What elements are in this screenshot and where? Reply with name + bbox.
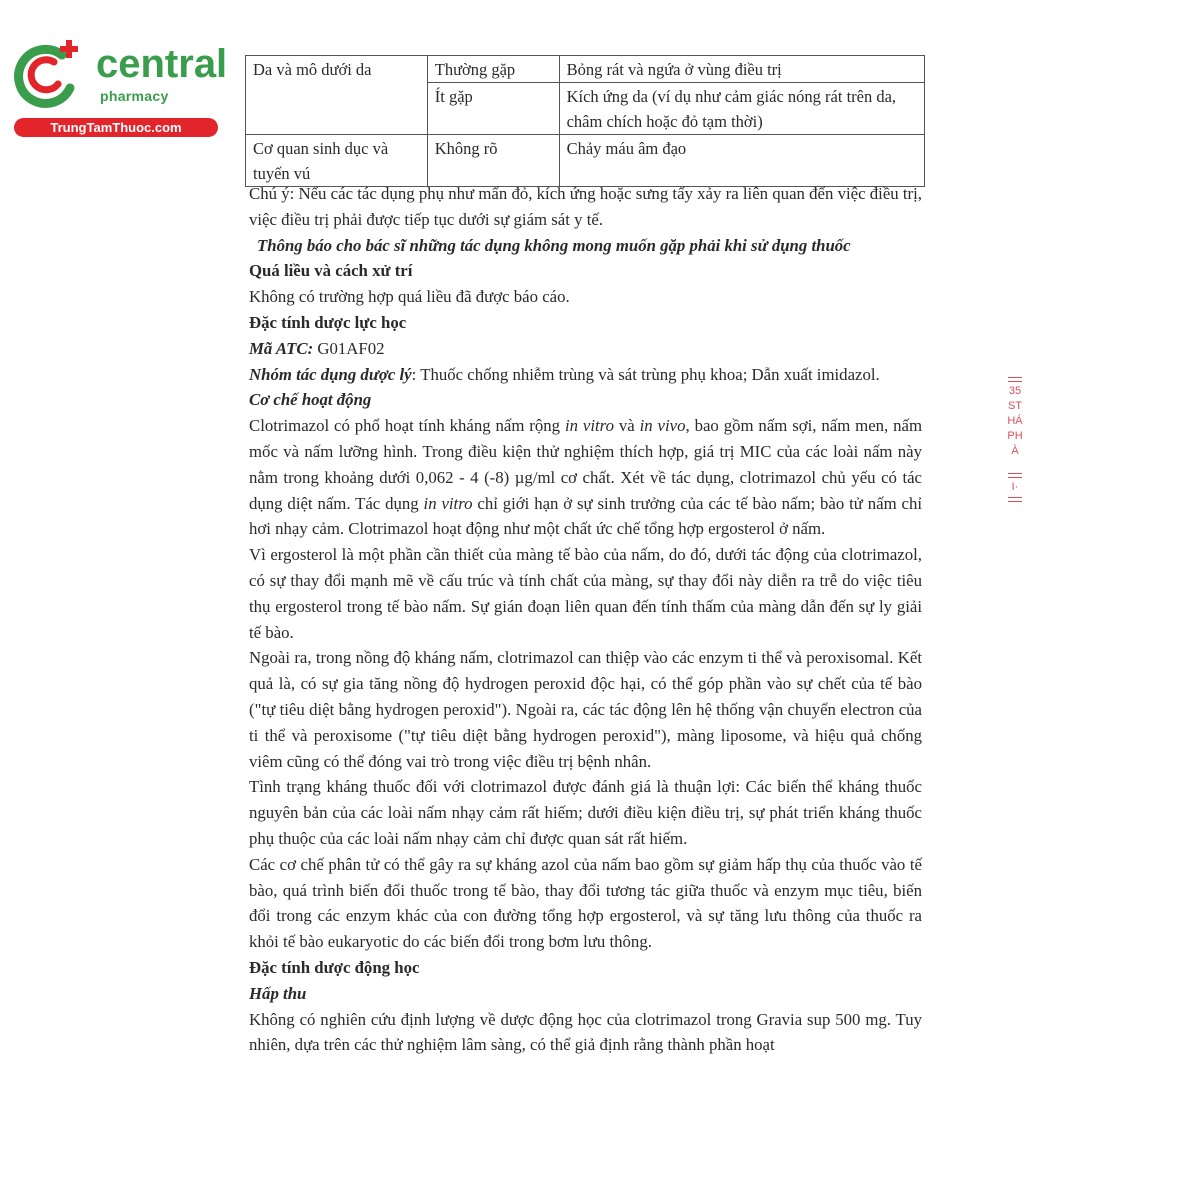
atc-value: G01AF02 bbox=[313, 338, 385, 358]
site-badge: TrungTamThuoc.com bbox=[14, 118, 218, 137]
atc-code-line bbox=[249, 336, 922, 362]
absorption-paragraph: Không có nghiên cứu định lượng về dược động học của clotrimazol trong Gravia sup 500 mg. Tuy nhiên, dựa trên các thử nghiệm lâm sàng, có thể giả định rằng thành phần hoạt bbox=[249, 1009, 922, 1055]
effect-cell: Kích ứng da (ví dụ như cảm giác nóng rát trên da, châm chích hoặc đỏ tạm thời) bbox=[559, 83, 924, 135]
effect-cell: Chảy máu âm đạo bbox=[559, 135, 924, 187]
absorption-heading: Hấp thu bbox=[249, 983, 307, 1003]
text-run-italic: in vitro bbox=[423, 493, 473, 513]
stamp-text: À bbox=[1011, 445, 1019, 457]
adverse-effects-table bbox=[245, 55, 925, 187]
pharmacokinetics-heading: Đặc tính dược động học bbox=[249, 957, 420, 977]
stamp-rule bbox=[1008, 377, 1022, 382]
stamp-text: 35 bbox=[1008, 385, 1022, 397]
stamp-rule bbox=[1008, 497, 1022, 502]
mechanism-paragraph-2: Vì ergosterol là một phần cần thiết của màng tế bào của nấm, do đó, dưới tác động của clotrimazol, có sự thay đổi mạnh mẽ về cấu trúc và tính chất của màng, sự thay đổi này diễn ra trễ do việc tiêu thụ ergosterol trong tế bào nấm. Sự gián đoạn liên quan đến tính thấm của màng dẫn đến sự ly giải tế bào. bbox=[249, 545, 922, 642]
text-run: , bao gồm nấm sợi, nấm men, nấm mốc và nấm lưỡng hình. Trong điều kiện thử nghiệm thích hợp, giá trị MIC của các loài nấm này nằm trong khoảng dưới 0,062 - 4 (-8) µg/ml cơ chất. Xét về tác dụng, clotrimazol chủ yếu có tác dụng diệt nấm. Tác dụng bbox=[249, 416, 923, 513]
text-run: chỉ giới hạn ở sự sinh trưởng của các tế bào nấm; bào tử nấm chỉ hơi nhạy cảm. Clotrimazol hoạt động như một chất ức chế tổng hợp ergosterol ở nấm. bbox=[249, 493, 923, 539]
effect-cell: Bỏng rát và ngứa ở vùng điều trị bbox=[559, 56, 924, 83]
stamp-text: I· bbox=[1011, 481, 1019, 493]
organ-cell: Da và mô dưới da bbox=[246, 56, 428, 135]
atc-label: Mã ATC: bbox=[249, 338, 314, 358]
overdose-text: Không có trường hợp quá liều đã được báo cáo. bbox=[249, 287, 570, 307]
pharmacy-c-cross-icon bbox=[10, 38, 84, 112]
text-run-italic: in vivo bbox=[639, 416, 686, 436]
text-run: và bbox=[613, 416, 640, 436]
stamp-rule bbox=[1008, 473, 1022, 478]
overdose-heading: Quá liều và cách xử trí bbox=[249, 261, 413, 281]
organ-cell: Cơ quan sinh dục và tuyến vú bbox=[246, 135, 428, 187]
brand-subtitle: pharmacy bbox=[100, 88, 169, 104]
group-label: Nhóm tác dụng dược lý bbox=[249, 364, 412, 384]
mechanism-heading: Cơ chế hoạt động bbox=[249, 390, 372, 410]
table-row bbox=[246, 135, 925, 187]
frequency-cell: Ít gặp bbox=[427, 83, 559, 135]
stamp-text: ST bbox=[1007, 400, 1023, 412]
stamp-text: PH bbox=[1007, 430, 1023, 442]
group-text: : Thuốc chống nhiễm trùng và sát trùng phụ khoa; Dẫn xuất imidazol. bbox=[411, 364, 880, 384]
central-pharmacy-logo bbox=[10, 36, 228, 138]
frequency-cell: Không rõ bbox=[427, 135, 559, 187]
resistance-paragraph-2: Các cơ chế phân tử có thể gây ra sự kháng azol của nấm bao gồm sự giảm hấp thụ của thuốc vào tế bào, quá trình biến đổi thuốc trong tế bào, thay đổi tương tác giữa thuốc và enzym mục tiêu, biến đổi trong các enzym khác của con đường tổng hợp ergosterol, và sự tăng lưu thông của thuốc ra khỏi tế bào eukaryotic do các biến đổi trong bơm lưu thông. bbox=[249, 854, 922, 952]
text-run-italic: in vitro bbox=[564, 416, 614, 436]
red-stamp-fragment bbox=[1003, 375, 1027, 550]
text-run: Clotrimazol có phổ hoạt tính kháng nấm rộng bbox=[249, 416, 565, 436]
table-row bbox=[246, 56, 925, 83]
notify-doctor-line: Thông báo cho bác sĩ những tác dụng không mong muốn gặp phải khi sử dụng thuốc bbox=[257, 235, 851, 255]
note-paragraph: Chú ý: Nếu các tác dụng phụ như mẩn đỏ, kích ứng hoặc sưng tấy xảy ra liên quan đến việc điều trị, việc điều trị phải được tiếp tục dưới sự giám sát y tế. bbox=[249, 184, 922, 229]
brand-name: central bbox=[96, 42, 228, 86]
stamp-text: HÁ bbox=[1007, 415, 1023, 427]
document-body bbox=[249, 181, 922, 1058]
mechanism-paragraph-3: Ngoài ra, trong nồng độ kháng nấm, clotrimazol can thiệp vào các enzym ti thể và peroxisomal. Kết quả là, có sự gia tăng nồng độ hydrogen peroxid độc hại, có thể góp phần vào sự chết của tế bào ("tự tiêu diệt bằng hydrogen peroxid"). Ngoài ra, các tác động lên hệ thống vận chuyển electron của ti thể và peroxisome ("tự tiêu diệt bằng hydrogen peroxid"), màng liposome, và hiệu quả chống viêm cũng có thể đóng vai trò trong việc điều trị bệnh nhân. bbox=[249, 648, 922, 771]
pharmacological-group-line bbox=[249, 362, 922, 388]
frequency-cell: Thường gặp bbox=[427, 56, 559, 83]
resistance-paragraph-1: Tình trạng kháng thuốc đối với clotrimazol được đánh giá là thuận lợi: Các biến thể kháng thuốc nguyên bản của các loài nấm nhạy cảm rất hiếm; dưới điều kiện điều trị, sự phát triển kháng thuốc phụ thuộc của các loài nấm nhạy cảm chỉ được quan sát rất hiếm. bbox=[249, 777, 922, 848]
mechanism-paragraph-1 bbox=[249, 413, 922, 542]
pharmacodynamics-heading: Đặc tính dược lực học bbox=[249, 312, 407, 332]
